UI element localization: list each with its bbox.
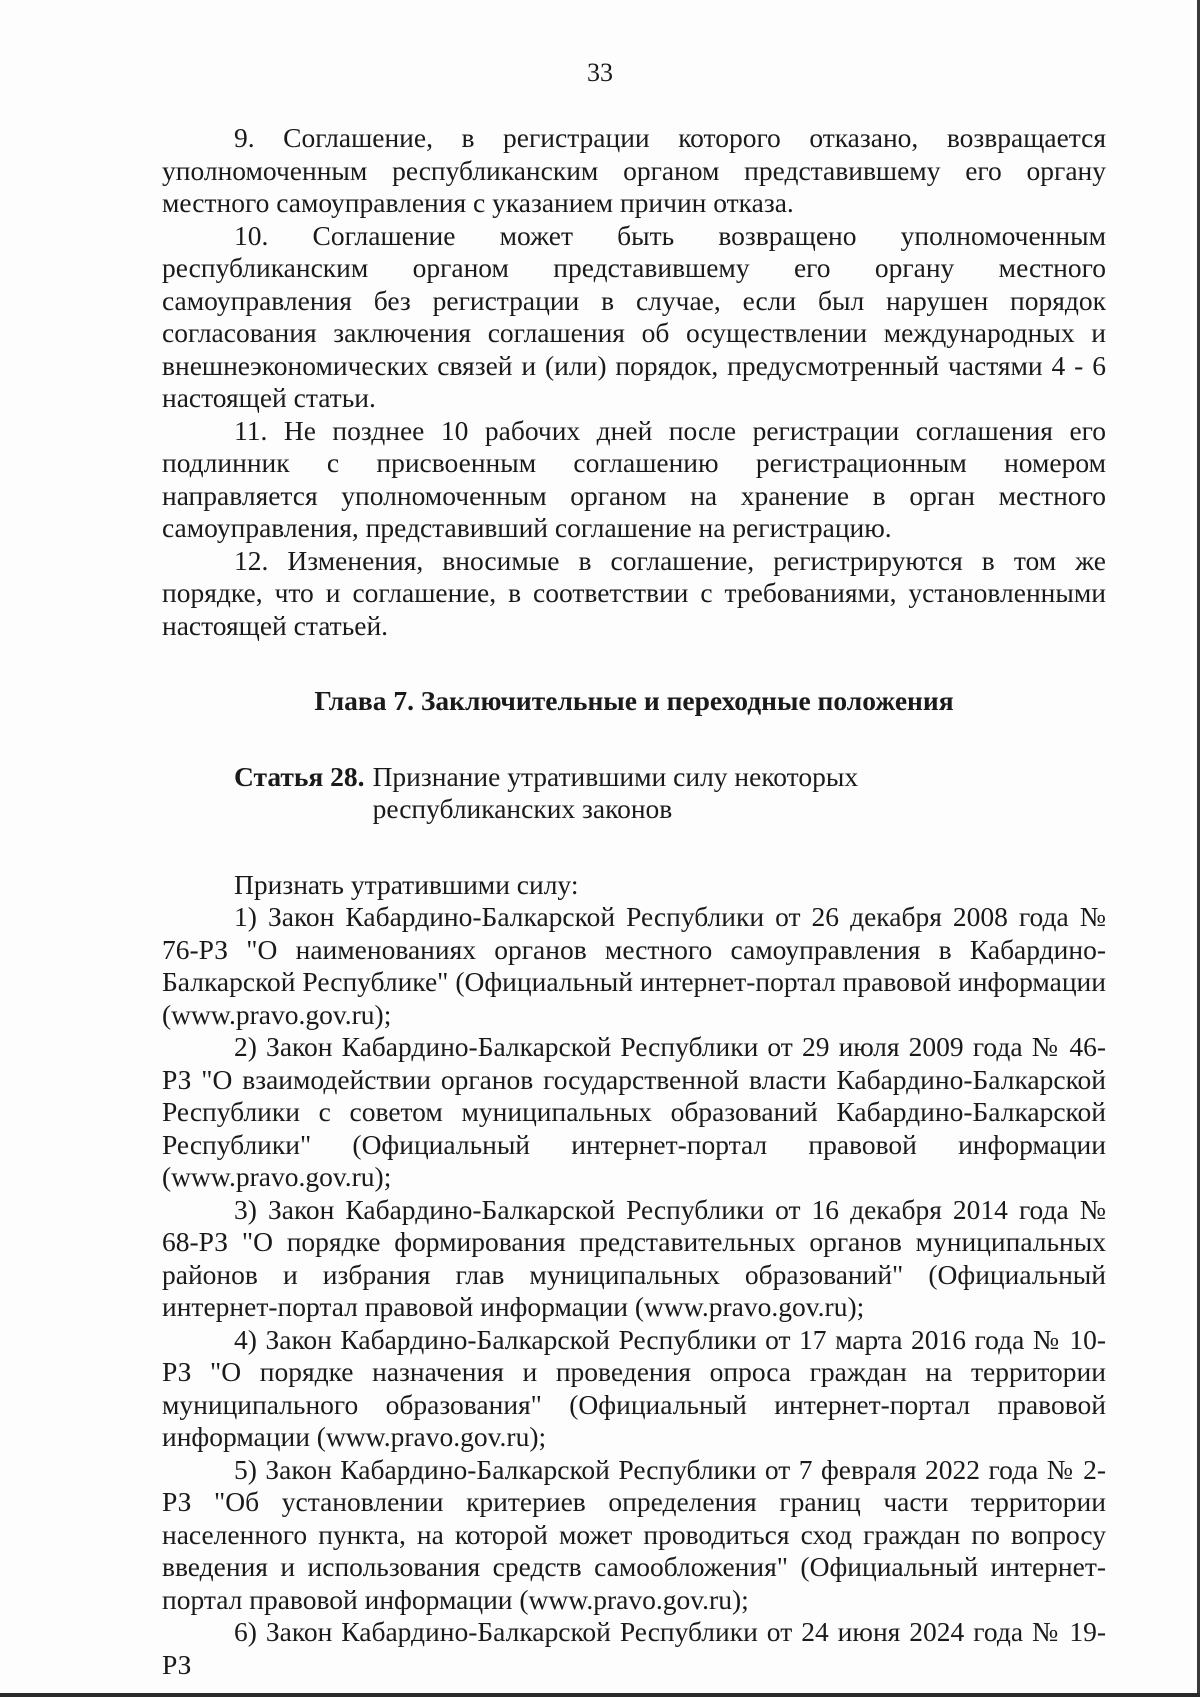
list-item-3: 3) Закон Кабардино-Балкарской Республики от 16 декабря 2014 года № 68-РЗ "О порядке формирования представительных органов муниципальных районов и избрания глав муниципальных образований" (Официальный интернет-портал правовой информации (www.pravo.gov.ru); bbox=[162, 1193, 1106, 1322]
chapter-heading: Глава 7. Заключительные и переходные положения bbox=[314, 685, 954, 716]
list-item-4: 4) Закон Кабардино-Балкарской Республики от 17 марта 2016 года № 10-РЗ "О порядке назначения и проведения опроса граждан на территории муниципального образования" (Официальный интернет-портал правовой информации (www.pravo.gov.ru); bbox=[162, 1323, 1106, 1452]
list-item-5: 5) Закон Кабардино-Балкарской Республики от 7 февраля 2022 года № 2-РЗ "Об установлении критериев определения границ части территории населенного пункта, на которой может проводиться сход граждан по вопросу введения и использования средств самообложения" (Официальный интернет-портал правовой информации (www.pravo.gov.ru); bbox=[162, 1453, 1106, 1615]
paragraph-11: 11. Не позднее 10 рабочих дней после регистрации соглашения его подлинник с присвоенным соглашению регистрационным номером направляется уполномоченным органом на хранение в орган местного самоуправления, представивший соглашение на регистрацию. bbox=[162, 414, 1106, 543]
article-title: Признание утратившими силу некоторых республиканских законов bbox=[372, 760, 859, 824]
list-item-1: 1) Закон Кабардино-Балкарской Республики от 26 декабря 2008 года № 76-РЗ "О наименованиях органов местного самоуправления в Кабардино-Балкарской Республике" (Официальный интернет-портал правовой информации (www.pravo.gov.ru); bbox=[162, 901, 1106, 1030]
paragraph-9: 9. Соглашение, в регистрации которого отказано, возвращается уполномоченным республиканским органом представившему его органу местного самоуправления с указанием причин отказа. bbox=[162, 122, 1106, 218]
lead-sentence: Признать утратившими силу: bbox=[234, 868, 579, 900]
article-number: Статья 28. bbox=[234, 760, 365, 792]
list-item-6: 6) Закон Кабардино-Балкарской Республики от 24 июня 2024 года № 19-РЗ bbox=[162, 1616, 1106, 1680]
article-heading bbox=[234, 761, 1106, 826]
page-number: 33 bbox=[587, 58, 613, 87]
paragraph-12: 12. Изменения, вносимые в соглашение, регистрируются в том же порядке, что и соглашение, в соответствии с требованиями, установленными настоящей статьей. bbox=[162, 544, 1106, 641]
paragraph-10: 10. Соглашение может быть возвращено уполномоченным республиканским органом представившему его органу местного самоуправления без регистрации в случае, если был нарушен порядок согласования заключения соглашения об осуществлении международных и внешнеэкономических связей и (или) порядок, предусмотренный частями 4 - 6 настоящей статьи. bbox=[162, 219, 1106, 413]
scan-bottom-border bbox=[0, 1693, 1200, 1697]
document-body bbox=[162, 122, 1106, 1681]
list-item-2: 2) Закон Кабардино-Балкарской Республики от 29 июля 2009 года № 46-РЗ "О взаимодействии органов государственной власти Кабардино-Балкарской Республики с советом муниципальных образований Кабардино-Балкарской Республики" (Официальный интернет-портал правовой информации (www.pravo.gov.ru); bbox=[162, 1031, 1106, 1192]
